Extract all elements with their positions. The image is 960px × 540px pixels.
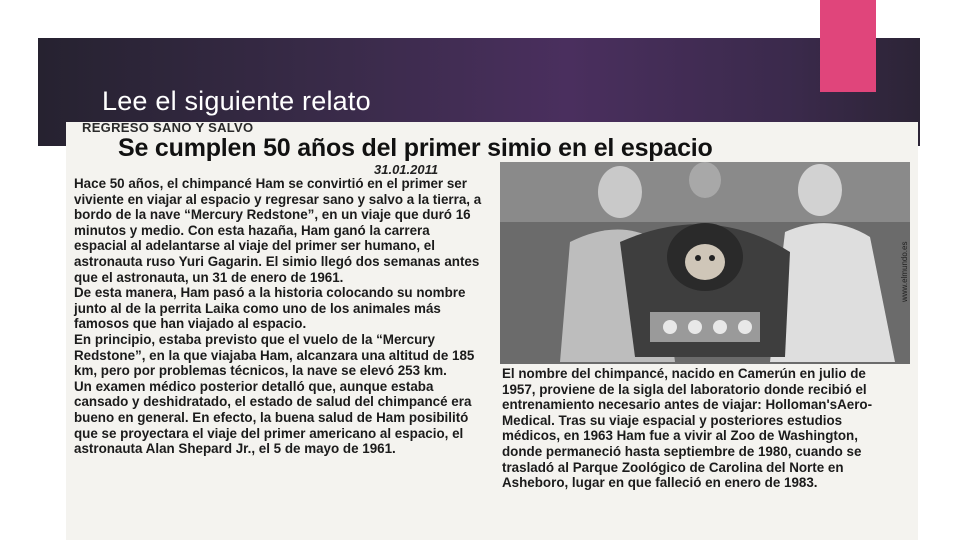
accent-tab — [820, 0, 876, 92]
slide-title: Lee el siguiente relato — [102, 86, 371, 116]
photo-illustration — [500, 162, 910, 364]
article-paragraph: De esta manera, Ham pasó a la historia colocando su nombre junto al de la perrita Laika como uno de los animales más famosos que han viajado al espacio. — [74, 285, 466, 332]
newspaper-clipping — [66, 122, 918, 540]
article-headline: Se cumplen 50 años del primer simio en el espacio — [118, 134, 713, 162]
chimpanzee-photo — [500, 162, 910, 364]
photo-credit: www.elmundo.es — [900, 241, 909, 302]
article-paragraph: Un examen médico posterior detalló que, aunque estaba cansado y deshidratado, el estado de salud del chimpancé era bueno en general. En efecto, la buena salud de Ham posibilitó que se proyectara el viaje del primer americano al espacio, el astronauta Alan Shepard Jr., el 5 de mayo de 1961. — [74, 378, 472, 457]
article-left-column — [74, 176, 486, 457]
article-kicker: REGRESO SANO Y SALVO — [82, 122, 254, 135]
article-date: 31.01.2011 — [374, 162, 439, 177]
article-paragraph: Hace 50 años, el chimpancé Ham se convirtió en el primer ser viviente en viajar al espacio y regresar sano y salvo a la tierra, a bordo de la nave “Mercury Redstone”, en un viaje que duró 16 minutos y medio. Con esta hazaña, Ham ganó la carrera espacial al adelantarse al viaje del primer ser humano, el astronauta ruso Yuri Gagarin. El simio llegó dos semanas antes que el astronauta, un 31 de enero de 1961. — [74, 176, 482, 285]
article-paragraph: En principio, estaba previsto que el vuelo de la “Mercury Redstone”, en la que viajaba Ham, alcanzara una altitud de 185 km, pero por problemas técnicos, la nave se elevó 253 km. — [74, 331, 475, 379]
article-right-column: El nombre del chimpancé, nacido en Camerún en julio de 1957, proviene de la sigla del laboratorio donde recibió el entrenamiento necesario antes de viajar: Holloman'sAero-Medical. Tras su viaje espacial y posteriores estudios médicos, en 1963 Ham fue a vivir al Zoo de Washington, donde permaneció hasta septiembre de 1980, cuando se trasladó al Parque Zoológico de Carolina del Norte en Asheboro, lugar en que falleció en enero de 1983. — [502, 366, 873, 491]
